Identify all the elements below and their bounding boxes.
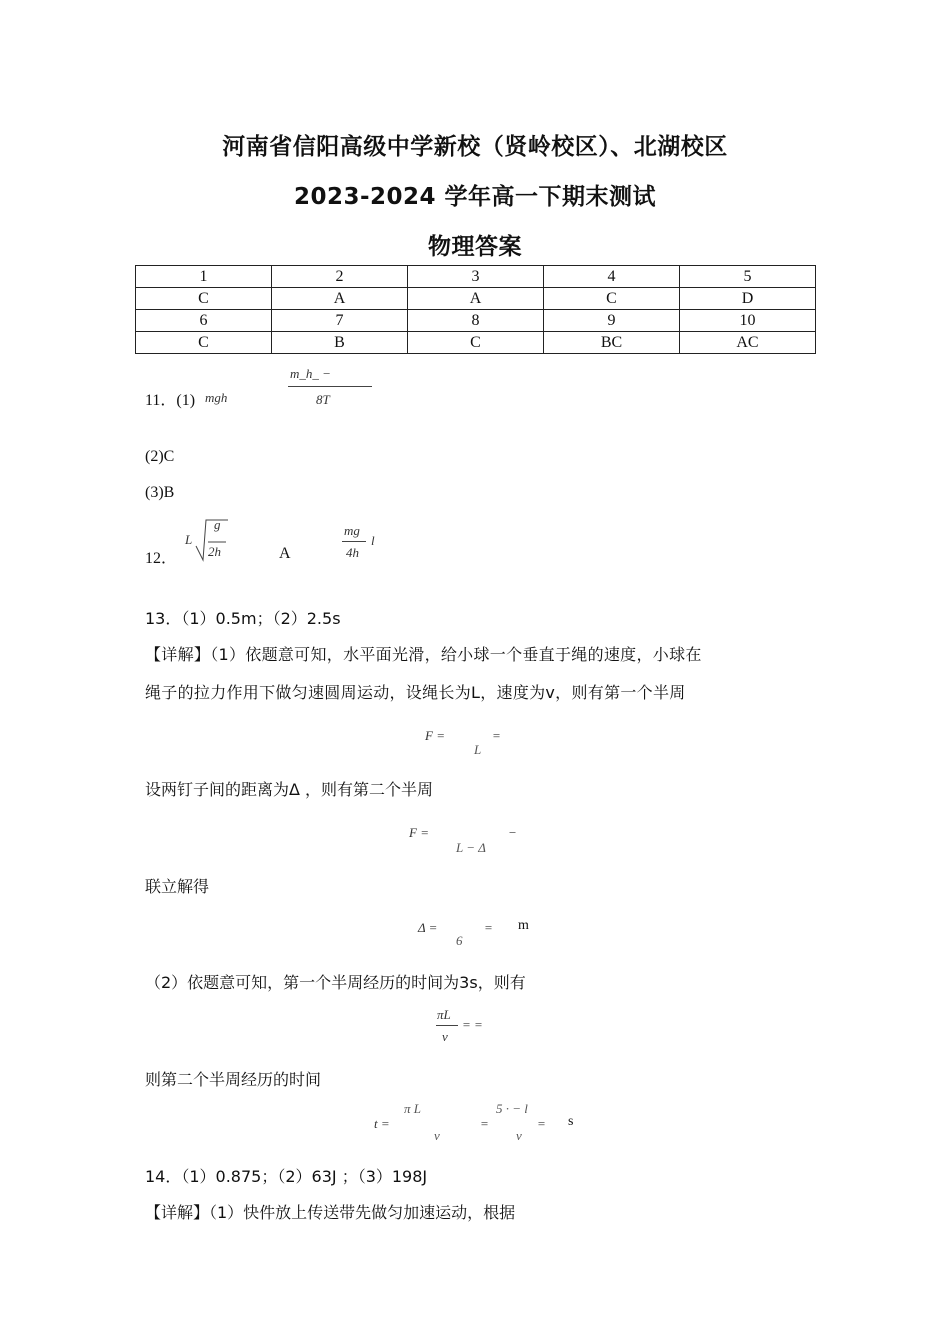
q13-eq5-mid: = <box>480 1116 489 1131</box>
table-cell: 2 <box>272 266 408 288</box>
q13-eq4-tail: = = <box>462 1017 483 1032</box>
q12-sqrt-numerator: g <box>214 517 221 532</box>
q11-frac-denominator: 8T <box>316 392 330 407</box>
table-cell: A <box>408 288 544 310</box>
q11-expr-mgh: mgh <box>205 390 228 405</box>
q12-expr-L: L <box>185 532 193 547</box>
title-term: 2023-2024 学年高一下期末测试 <box>293 184 657 210</box>
q12-label: 12． <box>145 550 178 567</box>
q13-eq5-denominator1: v <box>434 1128 440 1143</box>
q11-label: 11．(1) <box>145 392 196 409</box>
table-row <box>136 266 816 288</box>
title-subject: 物理答案 <box>428 234 522 260</box>
q13-eq4-denominator: v <box>442 1029 448 1044</box>
q13-answer: 13．（1）0.5m；（2）2.5s <box>145 609 341 628</box>
q13-eq3-equals: = <box>484 920 493 935</box>
q13-text-solve: 联立解得 <box>145 877 210 896</box>
q11-part3: (3)B <box>145 484 175 501</box>
q12-frac-denominator: 4h <box>346 545 359 560</box>
table-cell: AC <box>680 332 816 354</box>
q13-eq1-denominator: L <box>474 742 482 757</box>
table-cell: 10 <box>680 310 816 332</box>
q13-eq2-denominator: L − Δ <box>456 840 486 855</box>
q13-eq3-unit: m <box>518 918 529 933</box>
table-row <box>136 310 816 332</box>
table-cell: A <box>272 288 408 310</box>
title-school: 河南省信阳高级中学新校（贤岭校区）、北湖校区 <box>222 134 728 160</box>
table-cell: 9 <box>544 310 680 332</box>
q13-eq5-numerator1: π L <box>404 1101 421 1116</box>
answer-table <box>135 265 816 354</box>
table-row <box>136 332 816 354</box>
q14-answer: 14．（1）0.875；（2）63J ；（3）198J <box>145 1167 428 1186</box>
q14-detail-line1: 【详解】（1）快件放上传送带先做匀加速运动，根据 <box>145 1203 516 1222</box>
q13-text-time: 则第二个半周经历的时间 <box>145 1070 322 1089</box>
q13-eq2-tail: − <box>508 825 517 840</box>
q13-detail-line1: 【详解】（1）依题意可知，水平面光滑，给小球一个垂直于绳的速度，小球在 <box>145 645 702 664</box>
table-cell: B <box>272 332 408 354</box>
table-cell: 6 <box>136 310 272 332</box>
table-cell: 5 <box>680 266 816 288</box>
table-cell: 1 <box>136 266 272 288</box>
q13-text-part2: （2）依题意可知，第一个半周经历的时间为3s，则有 <box>145 973 526 992</box>
q13-eq5-unit: s <box>568 1114 574 1129</box>
q12-fraction-bar <box>342 541 366 542</box>
table-cell: C <box>544 288 680 310</box>
table-cell: 3 <box>408 266 544 288</box>
q13-eq3-denominator: 6 <box>456 933 463 948</box>
table-cell: 7 <box>272 310 408 332</box>
q12-frac-numerator: mg <box>344 523 360 538</box>
q13-eq2-lhs: F = <box>409 825 429 840</box>
table-cell: D <box>680 288 816 310</box>
table-cell: BC <box>544 332 680 354</box>
table-cell: C <box>136 332 272 354</box>
q12-choice: A <box>279 545 291 562</box>
q11-part2: (2)C <box>145 448 175 465</box>
table-cell: C <box>408 332 544 354</box>
table-cell: C <box>136 288 272 310</box>
table-cell: 4 <box>544 266 680 288</box>
q13-eq1-lhs: F = <box>425 728 445 743</box>
q11-frac-numerator: m_h_ − <box>290 366 331 381</box>
q13-detail-line2: 绳子的拉力作用下做匀速圆周运动，设绳长为L，速度为v，则有第一个半周 <box>145 683 686 702</box>
q13-text-delta: 设两钉子间的距离为Δ ，则有第二个半周 <box>145 780 434 799</box>
q13-eq4-numerator: πL <box>437 1007 451 1022</box>
q13-eq4-fraction-bar <box>436 1025 458 1026</box>
q13-eq3-lhs: Δ = <box>418 920 438 935</box>
q12-frac-tail: l <box>371 533 375 548</box>
q12-sqrt-denominator: 2h <box>208 544 221 559</box>
q13-eq1-tail: = <box>492 728 501 743</box>
table-row <box>136 288 816 310</box>
q11-fraction-bar <box>288 386 372 387</box>
q13-eq5-numerator2: 5 · − l <box>496 1101 528 1116</box>
q13-eq5-tail: = <box>537 1116 546 1131</box>
table-cell: 8 <box>408 310 544 332</box>
q13-eq5-lhs: t = <box>374 1116 390 1131</box>
q13-eq5-denominator2: v <box>516 1128 522 1143</box>
